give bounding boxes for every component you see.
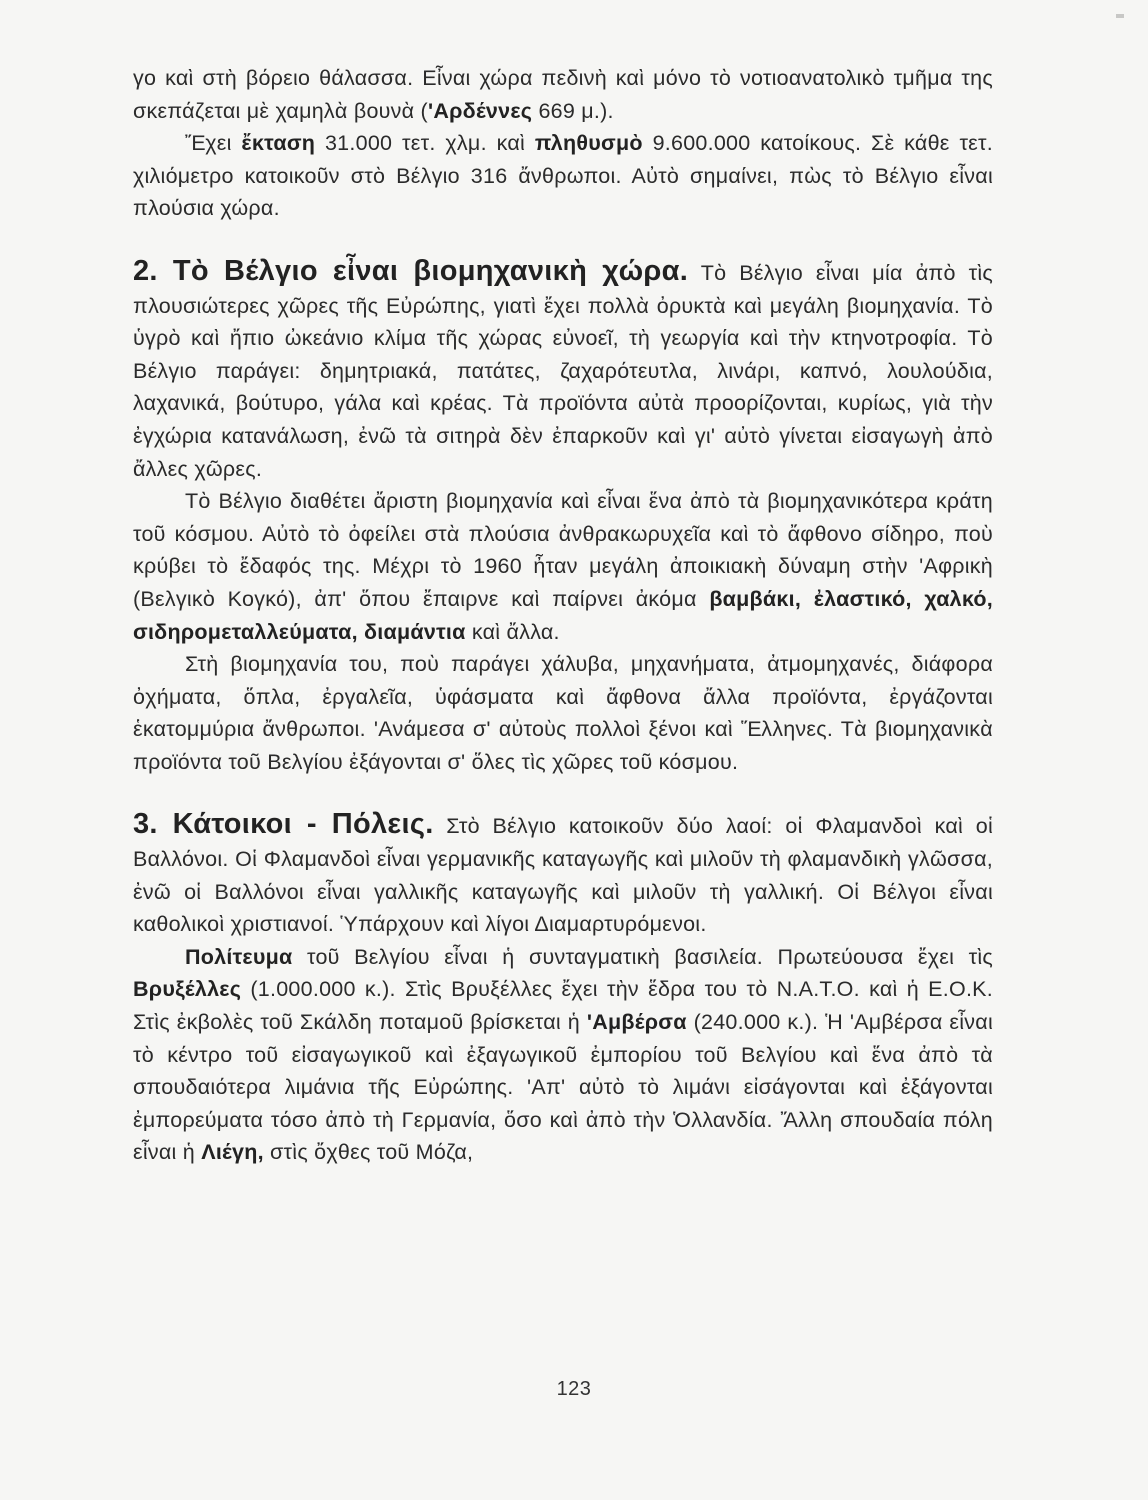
workers-paragraph: Στὴ βιομηχανία του, ποὺ παράγει χάλυβα, μηχανήματα, ἀτμομηχανές, διάφορα ὀχήματα, ὅπλα, ἐργαλεῖα, ὑφάσματα καὶ ἄφθονα ἄλλα προϊόντα, ἐργάζονται ἑκατομμύρια ἄνθρωποι. 'Ανάμεσα σ' αὐτοὺς πολλοὶ ξένοι καὶ Ἕλληνες. Τὰ βιομηχανικὰ προϊόντα τοῦ Βελγίου ἐξάγονται σ' ὅλες τὶς χῶρες τοῦ κόσμου. [133, 652, 993, 774]
text-run: (240.000 κ.). Ἡ 'Αμβέρσα εἶναι τὸ κέντρο τοῦ εἰσαγωγικοῦ καὶ ἐξαγωγικοῦ ἐμπορίου τοῦ Βελγίου καὶ ἕνα ἀπὸ τὰ σπουδαιότερα λιμάνια τῆς Εὐρώπης. 'Απ' αὐτὸ τὸ λιμάνι εἰσάγονται καὶ ἐξάγονται ἐμπορεύματα τόσο ἀπὸ τὴ Γερμανία, ὅσο καὶ ἀπὸ τὴν Ὁλλανδία. Ἄλλη σπουδαία πόλη εἶναι ἡ [133, 1010, 993, 1165]
text-run: καὶ ἄλλα. [465, 619, 560, 644]
section-2-paragraph [133, 255, 993, 485]
text-run: στὶς ὄχθες τοῦ Μόζα, [263, 1140, 474, 1165]
section-3-heading: 3. Κάτοικοι - Πόλεις. [133, 808, 434, 841]
term-liege: Λιέγη, [201, 1140, 264, 1165]
industry-paragraph [133, 485, 993, 648]
term-regime: Πολίτευμα [185, 944, 293, 969]
term-colonial-resources: βαμβάκι, ἐλαστικό, χαλκό, σιδηρομεταλλεύματα, διαμάντια [133, 586, 993, 644]
text-run: 9.600.000 κατοίκους. Σὲ κάθε τετ. χιλιόμετρο κατοικοῦν στὸ Βέλγιο 316 ἄνθρωποι. Αὐτὸ σημαίνει, πὼς τὸ Βέλγιο εἶναι πλούσια χώρα. [133, 131, 993, 221]
text-run: Τὸ Βέλγιο διαθέτει ἄριστη βιομηχανία καὶ εἶναι ἕνα ἀπὸ τὰ βιομηχανικότερα κράτη τοῦ κόσμου. Αὐτὸ τὸ ὀφείλει στὰ πλούσια ἀνθρακωρυχεῖα καὶ τὸ ἄφθονο σίδηρο, ποὺ κρύβει τὸ ἔδαφός της. Μέχρι τὸ 1960 ἦταν μεγάλη ἀποικιακὴ δύναμη στὴν 'Αφρικὴ (Βελγικὸ Κογκό), ἀπ' ὅπου ἔπαιρνε καὶ παίρνει ἀκόμα [133, 489, 993, 611]
section-3-paragraph [133, 808, 993, 940]
term-population: πληθυσμὸ [534, 131, 643, 156]
term-ardennes: 'Αρδέννες [427, 98, 533, 123]
term-antwerp: 'Αμβέρσα [586, 1010, 687, 1035]
text-run: (1.000.000 κ.). Στὶς Βρυξέλλες ἔχει τὴν ἕδρα του τὸ Ν.Α.Τ.Ο. καὶ ἡ Ε.Ο.Κ. Στὶς ἐκβολὲς τοῦ Σκάλδη ποταμοῦ βρίσκεται ἡ [133, 977, 993, 1035]
term-brussels: Βρυξέλλες [133, 977, 242, 1002]
intro-paragraph [133, 62, 993, 127]
text-run: 31.000 τετ. χλμ. καὶ [315, 131, 535, 156]
text-run: Τὸ Βέλγιο εἶναι μία ἀπὸ τὶς πλουσιώτερες χῶρες τῆς Εὐρώπης, γιατὶ ἔχει πολλὰ ὀρυκτὰ καὶ μεγάλη βιομηχανία. Τὸ ὑγρὸ καὶ ἤπιο ὠκεάνιο κλίμα τῆς χώρας εὐνοεῖ, τὴ γεωργία καὶ τὴν κτηνοτροφία. Τὸ Βέλγιο παράγει: δημητριακά, πατάτες, ζαχαρότευτλα, λινάρι, καπνό, λουλούδια, λαχανικά, βούτυρο, γάλα καὶ κρέας. Τὰ προϊόντα αὐτὰ προορίζονται, κυρίως, γιὰ τὴν ἐγχώρια κατανάλωση, ἐνῶ τὰ σιτηρὰ δὲν ἐπαρκοῦν καὶ γι' αὐτὸ γίνεται εἰσαγωγὴ ἀπὸ ἄλλες χῶρες. [133, 260, 993, 481]
body-text [133, 62, 993, 1169]
area-population-paragraph [133, 127, 993, 225]
section-2-heading: 2. Τὸ Βέλγιο εἶναι βιομηχανικὴ χώρα. [133, 254, 689, 287]
scan-mark [1116, 14, 1124, 18]
intro-text-end: 669 μ.). [532, 98, 614, 123]
term-area: ἔκταση [241, 131, 316, 156]
text-run: Ἔχει [185, 131, 242, 156]
intro-text: γο καὶ στὴ βόρειο θάλασσα. Εἶναι χώρα πεδινὴ καὶ μόνο τὸ νοτιοανατολικὸ τμῆμα της σκεπάζεται μὲ χαμηλὰ βουνὰ ( [133, 66, 993, 123]
text-run: Στὸ Βέλγιο κατοικοῦν δύο λαοί: οἱ Φλαμανδοὶ καὶ οἱ Βαλλόνοι. Οἱ Φλαμανδοὶ εἶναι γερμανικῆς καταγωγῆς καὶ μιλοῦν τὴ φλαμανδικὴ γλῶσσα, ἐνῶ οἱ Βαλλόνοι εἶναι γαλλικῆς καταγωγῆς καὶ μιλοῦν τὴ γαλλική. Οἱ Βέλγοι εἶναι καθολικοὶ χριστιανοί. Ὑπάρχουν καὶ λίγοι Διαμαρτυρόμενοι. [133, 814, 993, 937]
text-run: τοῦ Βελγίου εἶναι ἡ συνταγματικὴ βασιλεία. Πρωτεύουσα ἔχει τὶς [292, 944, 993, 969]
page-number: 123 [556, 1378, 592, 1400]
cities-paragraph [133, 941, 993, 1169]
